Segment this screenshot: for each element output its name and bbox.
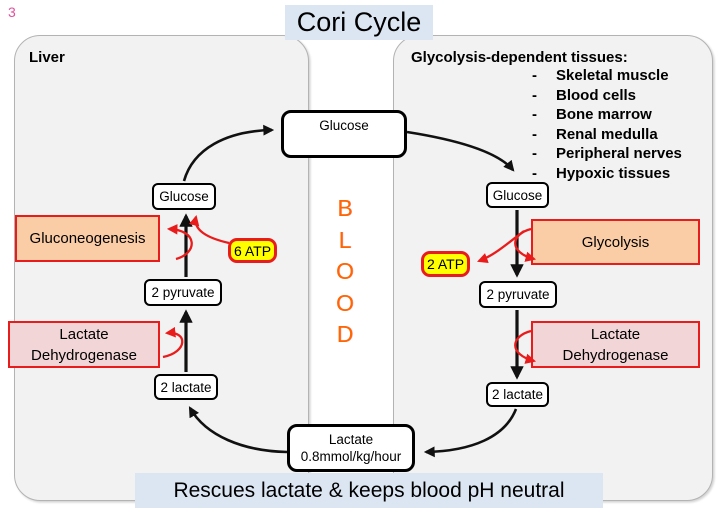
node-tissue-glucose: Glucose xyxy=(486,182,549,208)
node-tissue-lactate: 2 lactate xyxy=(486,382,549,407)
node-liver-lactate: 2 lactate xyxy=(154,374,218,400)
page-title: Cori Cycle xyxy=(285,5,433,40)
process-ldh-liver: Lactate Dehydrogenase xyxy=(8,321,160,368)
list-item: - Skeletal muscle xyxy=(532,67,669,84)
node-liver-glucose: Glucose xyxy=(152,183,216,210)
list-item: - Hypoxic tissues xyxy=(532,164,671,182)
tissues-list xyxy=(394,66,712,183)
liver-panel xyxy=(14,35,309,501)
blood-label: B L O O D xyxy=(336,195,354,347)
node-blood-lactate: Lactate 0.8mmol/kg/hour xyxy=(287,424,415,472)
process-gluconeogenesis: Gluconeogenesis xyxy=(15,215,160,262)
badge-atp-2: 2 ATP xyxy=(421,251,470,277)
node-liver-pyruvate: 2 pyruvate xyxy=(144,279,222,306)
slide-number: 3 xyxy=(8,4,16,20)
tissues-heading: Glycolysis-dependent tissues: xyxy=(411,49,628,66)
node-tissue-pyruvate: 2 pyruvate xyxy=(479,281,557,308)
list-item: - Renal medulla xyxy=(532,125,658,143)
list-item: - Blood cells xyxy=(532,86,637,104)
process-ldh-tissue: Lactate Dehydrogenase xyxy=(531,321,700,368)
node-blood-glucose: Glucose xyxy=(281,110,407,158)
list-item: - Bone marrow xyxy=(532,106,652,123)
list-item: - Peripheral nerves xyxy=(532,145,682,162)
liver-label: Liver xyxy=(29,49,65,66)
badge-atp-6: 6 ATP xyxy=(228,238,277,263)
process-glycolysis: Glycolysis xyxy=(531,219,700,265)
footer-takeaway: Rescues lactate & keeps blood pH neutral xyxy=(135,473,603,508)
